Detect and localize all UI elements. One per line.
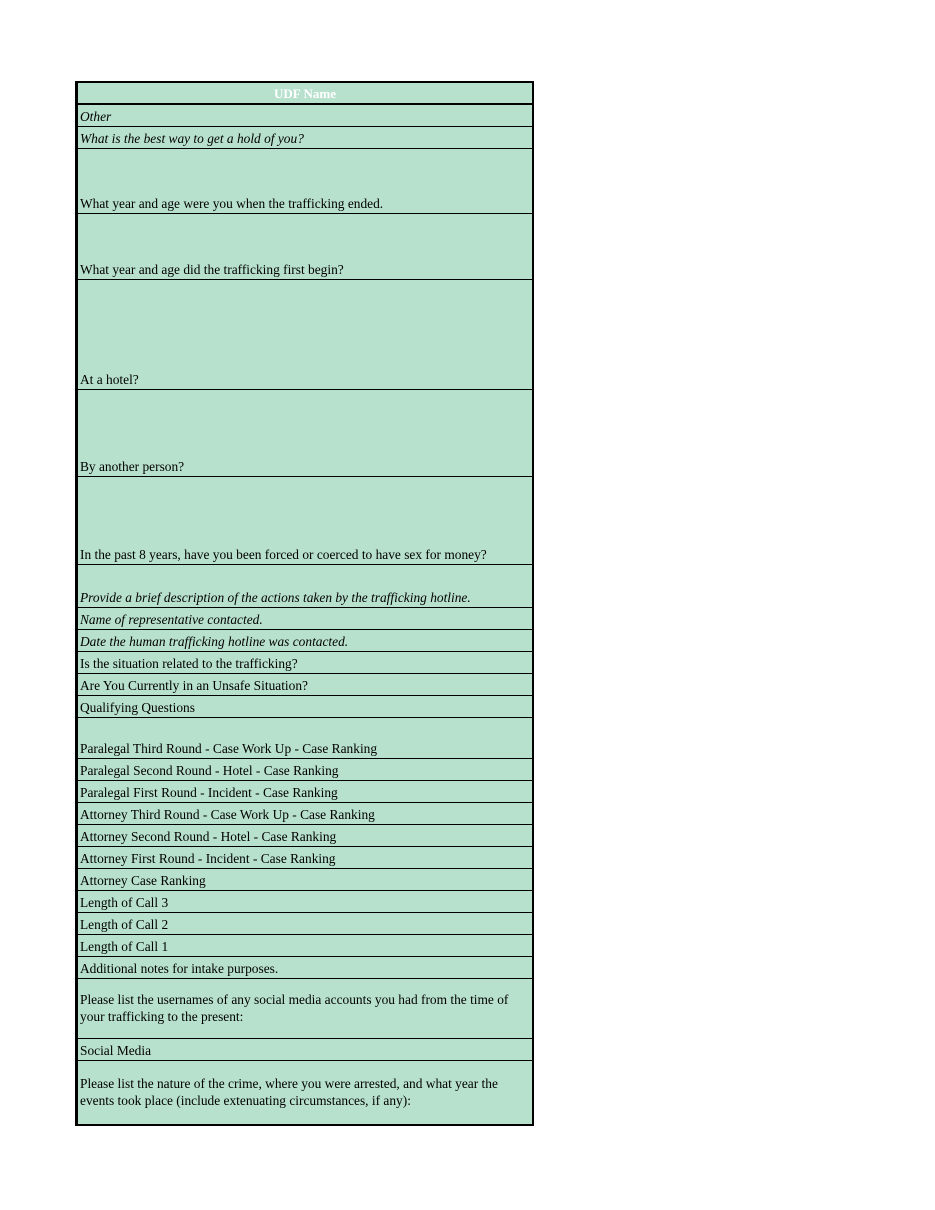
table-row[interactable] (78, 390, 532, 477)
table-row[interactable] (78, 630, 532, 652)
table-row[interactable] (78, 759, 532, 781)
cell-text: Attorney Third Round - Case Work Up - Case Ranking (80, 807, 375, 822)
cell-text: Qualifying Questions (80, 700, 195, 715)
table-row[interactable] (78, 891, 532, 913)
cell-text: Paralegal First Round - Incident - Case Ranking (80, 785, 338, 800)
cell-text: Paralegal Second Round - Hotel - Case Ranking (80, 763, 339, 778)
table-row[interactable] (78, 696, 532, 718)
cell-text: Social Media (80, 1043, 152, 1058)
cell-text: Length of Call 2 (80, 917, 169, 932)
cell-text: Attorney Second Round - Hotel - Case Ranking (80, 829, 337, 844)
table-row[interactable] (78, 869, 532, 891)
table-row[interactable] (78, 652, 532, 674)
table-row[interactable] (78, 803, 532, 825)
cell-text: Date the human trafficking hotline was contacted. (80, 634, 349, 649)
cell-text: Name of representative contacted. (80, 612, 263, 627)
udf-table (78, 83, 532, 1124)
cell-text: By another person? (80, 459, 185, 474)
cell-text: Additional notes for intake purposes. (80, 961, 279, 976)
table-row[interactable] (78, 718, 532, 759)
table-row[interactable] (78, 979, 532, 1039)
table-row[interactable] (78, 280, 532, 390)
cell-text: Length of Call 3 (80, 895, 169, 910)
cell-text: Paralegal Third Round - Case Work Up - Case Ranking (80, 741, 378, 756)
table-row[interactable] (78, 1039, 532, 1061)
column-header-udf-name[interactable] (78, 83, 532, 105)
cell-text: Attorney First Round - Incident - Case Ranking (80, 851, 336, 866)
cell-text: Is the situation related to the trafficking? (80, 656, 298, 671)
spreadsheet-table (75, 81, 534, 1126)
table-row[interactable] (78, 847, 532, 869)
table-row[interactable] (78, 105, 532, 127)
table-row[interactable] (78, 781, 532, 803)
table-row[interactable] (78, 477, 532, 565)
cell-text: Provide a brief description of the actions taken by the trafficking hotline. (80, 590, 471, 605)
cell-text: Other (80, 109, 112, 124)
table-row[interactable] (78, 608, 532, 630)
table-row[interactable] (78, 1061, 532, 1124)
cell-text: Attorney Case Ranking (80, 873, 206, 888)
table-row[interactable] (78, 674, 532, 696)
cell-text: What is the best way to get a hold of you? (80, 131, 304, 146)
table-row[interactable] (78, 149, 532, 214)
cell-text: At a hotel? (80, 372, 139, 387)
table-row[interactable] (78, 127, 532, 149)
cell-text: Length of Call 1 (80, 939, 169, 954)
cell-text: What year and age did the trafficking first begin? (80, 262, 344, 277)
cell-text: In the past 8 years, have you been forced or coerced to have sex for money? (80, 547, 487, 562)
table-row[interactable] (78, 935, 532, 957)
table-row[interactable] (78, 913, 532, 935)
cell-text: What year and age were you when the trafficking ended. (80, 196, 384, 211)
table-row[interactable] (78, 825, 532, 847)
table-row[interactable] (78, 565, 532, 608)
cell-text: Please list the usernames of any social media accounts you had from the time of your trafficking to the present: (80, 992, 512, 1024)
cell-text: Are You Currently in an Unsafe Situation? (80, 678, 308, 693)
table-row[interactable] (78, 957, 532, 979)
table-row[interactable] (78, 214, 532, 280)
cell-text: Please list the nature of the crime, where you were arrested, and what year the events took place (include extenuating circumstances, if any): (80, 1076, 502, 1108)
column-header-label: UDF Name (274, 86, 336, 101)
